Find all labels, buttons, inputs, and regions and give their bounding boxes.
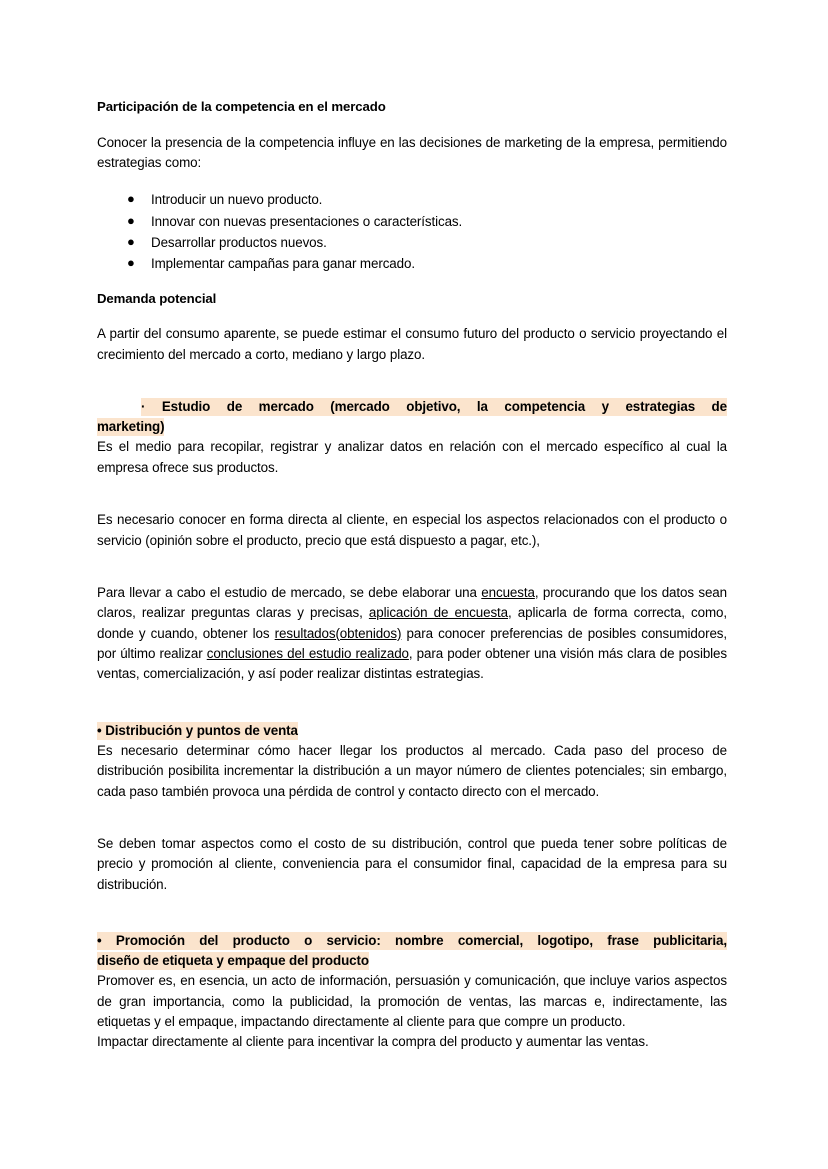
list-item-label: Desarrollar productos nuevos. [151,234,327,250]
paragraph-demanda-potencial: A partir del consumo aparente, se puede estimar el consumo futuro del producto o servicio proyectando el crecimiento del mercado a corto, mediano y largo plazo. [97,326,727,362]
bullet-icon: ● [127,191,135,207]
document-body [97,98,727,1053]
paragraph-para-llevar-a-cabo [97,583,727,685]
underlined-term-resultados-obtenidos: resultados(obtenidos) [274,625,402,641]
heading-demanda-potencial: Demanda potencial [97,290,217,306]
list-item-label: Innovar con nuevas presentaciones o características. [151,213,463,229]
list-item-label: Implementar campañas para ganar mercado. [151,255,415,271]
text-segment: , procurando que los datos sean claros, realizar preguntas claras y precisas, [97,584,727,621]
text-segment: Para llevar a cabo el estudio de mercado, se debe elaborar una [97,584,482,600]
text-segment: , para poder obtener una visión más clara de posibles ventas, comercialización, y así poder realizar distintas estrategias. [97,646,727,682]
text-segment: , aplicarla de forma correcta, como, donde y cuando, obtener los [97,605,727,641]
highlight-span: · Estudio de mercado (mercado objetivo, la competencia y estrategias de [141,399,727,415]
heading-promocion-producto-line2 [97,951,727,971]
highlight-span: • Distribución y puntos de venta [97,722,298,738]
paragraph-promover-es-esencia: Promover es, en esencia, un acto de información, persuasión y comunicación, que incluye varios aspectos de gran importancia, como la publicidad, la promoción de ventas, las marcas e, indirectamente, las etiquetas y el empaque, impactando directamente al cliente para que compre un producto. [97,973,727,1030]
bullet-icon: ● [127,233,135,249]
paragraph-necesario-conocer: Es necesario conocer en forma directa al cliente, en especial los aspectos relacionados con el producto o servicio (opinión sobre el producto, precio que está dispuesto a pagar, etc.), [97,512,727,548]
paragraph-aspectos-costo: Se deben tomar aspectos como el costo de su distribución, control que pueda tener sobre políticas de precio y promoción al cliente, conveniencia para el consumidor final, capacidad de la empresa para su distribución. [97,835,727,892]
spacer [97,818,727,834]
heading-participacion-competencia: Participación de la competencia en el mercado [97,99,386,114]
paragraph-es-el-medio: Es el medio para recopilar, registrar y analizar datos en relación con el mercado específico al cual la empresa ofrece sus productos. [97,439,727,475]
spacer [97,494,727,510]
spacer [97,381,727,397]
paragraph-distribucion: Es necesario determinar cómo hacer llegar los productos al mercado. Cada paso del proceso de distribución posibilita incrementar la distribución a un mayor número de clientes potenciales; sin embargo, cada paso también provoca una pérdida de control y contacto directo con el mercado. [97,742,727,799]
highlight-span: diseño de etiqueta y empaque del producto [97,953,369,969]
paragraph-conocer-presencia: Conocer la presencia de la competencia influye en las decisiones de marketing de la empresa, permitiendo estrategias como: [97,134,727,171]
underlined-term-conclusiones-del-estudio-realizado: conclusiones del estudio realizado [206,646,409,661]
bullet-icon: ● [127,254,135,270]
underlined-term-aplicacion-de-encuesta: aplicación de encuesta [368,605,509,621]
heading-distribucion-puntos-venta [97,721,727,741]
highlight-span: marketing) [97,419,165,435]
highlight-span: • Promoción del producto o servicio: nombre comercial, logotipo, frase publicitaria, [97,933,727,949]
list-item [97,211,727,232]
list-item [97,189,727,210]
list-item [97,232,727,253]
underlined-term-encuesta: encuesta [481,584,535,600]
bullet-icon: ● [127,212,135,228]
paragraph-impactar-directamente: Impactar directamente al cliente para incentivar la compra del producto y aumentar las ventas. [97,1034,649,1050]
list-item-label: Introducir un nuevo producto. [151,192,323,208]
list-item [97,253,727,274]
text-segment: para conocer preferencias de posibles consumidores, por último realizar [97,625,728,661]
heading-promocion-producto-line1 [97,931,727,951]
spacer [97,701,727,721]
spacer [97,567,727,583]
estrategias-list [97,189,727,273]
heading-estudio-de-mercado-line2 [97,417,727,437]
heading-estudio-de-mercado-line1 [97,397,727,417]
spacer [97,911,727,931]
